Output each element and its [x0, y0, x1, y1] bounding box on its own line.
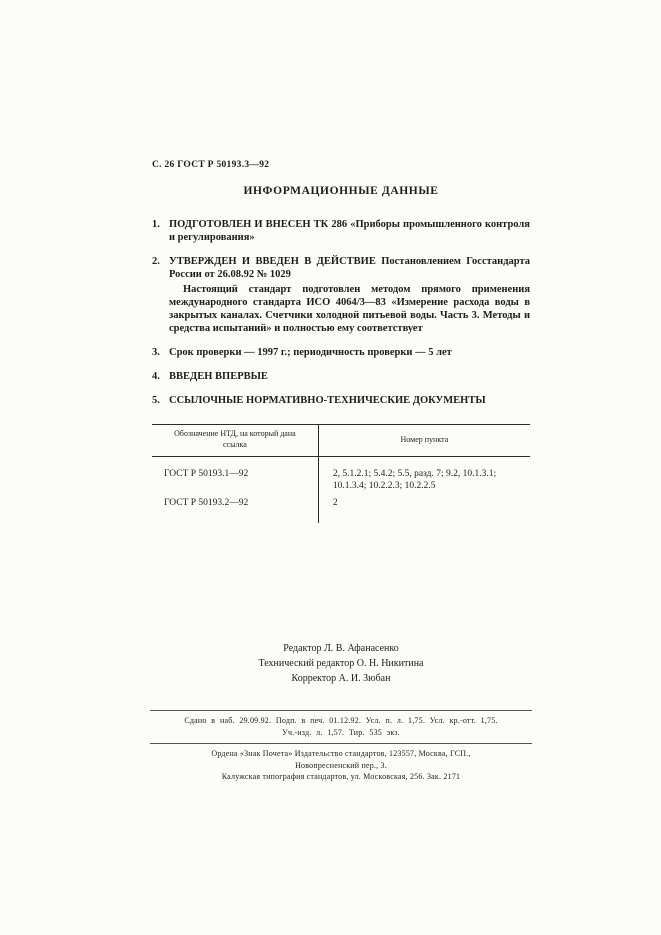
item-paragraph: УТВЕРЖДЕН И ВВЕДЕН В ДЕЙСТВИЕ Постановлением Госстандарта России от 26.08.92 № 1029 — [169, 256, 530, 281]
table-cell-designation: ГОСТ Р 50193.2—92 — [152, 495, 318, 523]
info-item-3 — [152, 346, 530, 359]
table-header-designation: Обозначение НТД, на который дана ссылка — [152, 425, 318, 457]
colophon — [150, 641, 532, 783]
item-text: ССЫЛОЧНЫЕ НОРМАТИВНО-ТЕХНИЧЕСКИЕ ДОКУМЕНТЫ — [169, 395, 486, 407]
editor-line: Редактор Л. В. Афанасенко — [283, 643, 399, 654]
tech-editor-line: Технический редактор О. Н. Никитина — [258, 658, 424, 669]
document-title: ИНФОРМАЦИОННЫЕ ДАННЫЕ — [243, 185, 439, 197]
item-paragraph: Настоящий стандарт подготовлен методом прямого применения международного стандарта ИСО 4064/3—83 «Измерение расхода воды в закрытых каналах. Счетчики холодной питьевой воды. Часть 3. Методы и средства испытаний» и полностью ему соответствует — [169, 283, 530, 334]
item-text: Срок проверки — 1997 г.; периодичность проверки — 5 лет — [169, 347, 452, 358]
imprint-line: Сдано в наб. 29.09.92. Подп. в печ. 01.12.92. Усл. п. л. 1,75. Усл. кр.-отт. 1,75. — [184, 716, 498, 725]
item-text: ВВЕДЕН ВПЕРВЫЕ — [169, 371, 268, 383]
publisher-line: Новопресненский пер., 3. — [295, 760, 387, 770]
corrector-line: Корректор А. И. Зюбан — [291, 673, 391, 684]
info-item-1 — [152, 218, 530, 244]
info-items — [152, 218, 530, 407]
publisher-line: Ордена «Знак Почета» Издательство стандартов, 123557, Москва, ГСП., — [211, 749, 471, 758]
page-header: С. 26 ГОСТ Р 50193.3—92 — [152, 160, 270, 170]
item-number: 4. — [152, 371, 160, 383]
table-cell-clauses: 2 — [332, 497, 338, 508]
item-number: 3. — [152, 347, 160, 358]
table-cell-designation: ГОСТ Р 50193.1—92 — [152, 456, 318, 494]
printer-line: Калужская типография стандартов, ул. Московская, 256. Зак. 2171 — [221, 772, 461, 782]
item-number: 5. — [152, 395, 160, 407]
table-row — [152, 456, 530, 494]
info-item-4 — [152, 370, 530, 383]
info-item-2 — [152, 255, 530, 335]
imprint-block — [150, 710, 532, 739]
item-number: 1. — [152, 219, 160, 230]
table-header-row — [152, 425, 530, 457]
table-row — [152, 495, 530, 523]
imprint-line: Уч.-изд. л. 1,57. Тир. 535 экз. — [282, 728, 400, 737]
table-header-clause: Номер пункта — [318, 425, 530, 457]
item-text — [169, 255, 530, 335]
info-item-5 — [152, 394, 530, 407]
page-content — [152, 160, 530, 523]
item-number: 2. — [152, 256, 160, 268]
publisher-block — [150, 743, 532, 783]
item-text: ПОДГОТОВЛЕН И ВНЕСЕН ТК 286 «Приборы промышленного контроля и регулирования» — [169, 219, 530, 244]
references-table — [152, 424, 530, 523]
editors-block — [150, 641, 532, 686]
table-cell-clauses: 2, 5.1.2.1; 5.4.2; 5.5, разд. 7; 9.2, 10.1.3.1; 10.1.3.4; 10.2.2.3; 10.2.2.5 — [332, 468, 497, 492]
